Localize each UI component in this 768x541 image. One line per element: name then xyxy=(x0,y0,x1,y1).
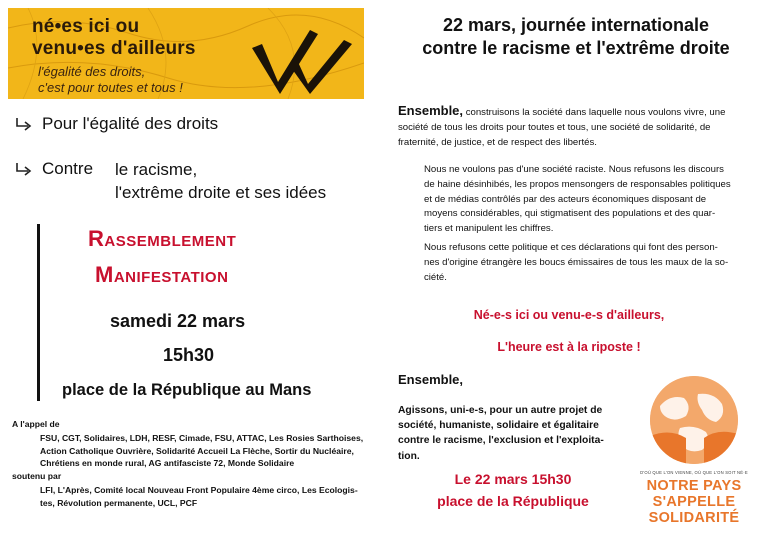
logo-tagline: D'OÙ QUE L'ON VIENNE, OÙ QUE L'ON SOIT NÉ·E xyxy=(640,470,748,475)
slogan-riposte: L'heure est à la riposte ! xyxy=(497,340,641,354)
agis-line: Agissons, uni-e-s, pour un autre projet de xyxy=(398,405,603,416)
paragraph-societe xyxy=(424,163,759,237)
main-title xyxy=(386,14,766,60)
soutenu-line: tes, Révolution permanente, UCL, PCF xyxy=(40,497,198,508)
banner-line-1: né•es ici ou xyxy=(32,16,140,37)
appel-line: Chrétiens en monde rural, AG antifasciste 72, Monde Solidaire xyxy=(40,458,295,468)
appel-title: A l'appel de xyxy=(12,419,60,429)
globe-hands-logo xyxy=(650,376,738,464)
p2-line: et de médias contrôlés par des acteurs économiques disposant de xyxy=(424,193,707,205)
agis-line: contre le racisme, l'exclusion et l'exploita- xyxy=(398,435,604,447)
rassemblement-heading: Rassemblement xyxy=(88,226,237,251)
paragraph-politique xyxy=(424,241,759,285)
vertical-divider xyxy=(37,224,40,401)
p3-line: ciété. xyxy=(424,271,447,283)
logo-line-3: SOLIDARITÉ xyxy=(648,510,740,526)
appel-list xyxy=(40,432,363,470)
main-title-line-2: contre le racisme et l'extrême droite xyxy=(422,38,730,58)
p2-line: de haine désinhibés, les propos mensongers de responsables politiques xyxy=(424,178,731,190)
paragraph-agissons xyxy=(398,403,638,464)
contre-line-1: le racisme, xyxy=(115,160,198,179)
p3-line: Nous refusons cette politique et ces déclarations qui font des person- xyxy=(424,242,718,253)
soutenu-list xyxy=(40,484,358,509)
double-checkmark-icon xyxy=(248,26,358,96)
p2-line: moyens considérables, qui stigmatisent des populations et des quar- xyxy=(424,208,716,220)
p2-line: Nous ne voulons pas d'une société raciste. Nous refusons les discours xyxy=(424,164,724,175)
soutenu-title: soutenu par xyxy=(12,471,62,481)
ensemble-second: Ensemble, xyxy=(398,372,464,387)
globe-hands-icon xyxy=(650,376,738,464)
arrow-bullet-icon xyxy=(14,161,42,179)
rdv-date: Le 22 mars 15h30 xyxy=(454,471,572,487)
banner-line-3: l'égalité des droits, xyxy=(38,64,146,79)
header-banner xyxy=(8,8,364,99)
logo-line-2: S'APPELLE xyxy=(652,494,736,510)
ensemble-lead: Ensemble, xyxy=(398,103,464,118)
contre-text xyxy=(115,158,326,204)
banner-line-4: c'est pour toutes et tous ! xyxy=(38,80,183,95)
event-time: 15h30 xyxy=(163,345,215,365)
arrow-bullet-icon xyxy=(14,116,42,134)
logo-line-1: NOTRE PAYS xyxy=(646,478,742,494)
event-place: place de la République au Mans xyxy=(62,381,312,399)
appel-line: Action Catholique Ouvrière, Solidarité Accueil La Flèche, Sortir du Nucléaire, xyxy=(40,445,354,456)
appel-line: FSU, CGT, Solidaires, LDH, RESF, Cimade, FSU, ATTAC, Les Rosies Sarthoises, xyxy=(40,433,364,443)
banner-line-2: venu•es d'ailleurs xyxy=(32,38,196,59)
p1-line-1: construisons la société dans laquelle nous voulons vivre, une xyxy=(463,107,726,118)
manifestation-heading: Manifestation xyxy=(95,262,229,287)
logo-title xyxy=(619,478,768,526)
bullet-contre xyxy=(14,159,93,179)
main-title-line-1: 22 mars, journée internationale xyxy=(442,15,710,35)
p2-line: tiers et manipulent les chiffres. xyxy=(424,223,554,235)
bullet-egalite-text: Pour l'égalité des droits xyxy=(42,114,219,133)
rdv-place: place de la République xyxy=(437,493,589,509)
agis-line: tion. xyxy=(398,450,420,462)
p1-line-2: société de tous les droits pour toutes et tous, une société de solidarité, de xyxy=(398,121,711,133)
p1-line-3: fraternité, de justice, et de respect des libertés. xyxy=(398,136,597,148)
paragraph-ensemble xyxy=(398,104,758,150)
slogan-nees: Né-e-s ici ou venu-e-s d'ailleurs, xyxy=(473,308,665,322)
contre-line-2: l'extrême droite et ses idées xyxy=(115,183,327,202)
event-date: samedi 22 mars xyxy=(110,311,246,331)
bullet-contre-word: Contre xyxy=(42,159,94,178)
soutenu-line: LFI, L'Après, Comité local Nouveau Front Populaire 4ème circo, Les Ecologis- xyxy=(40,485,358,495)
p3-line: nes d'origine étrangère les boucs émissaires de tous les maux de la so- xyxy=(424,256,729,268)
agis-line: société, humaniste, solidaire et égalitaire xyxy=(398,420,599,432)
bullet-egalite xyxy=(14,114,218,134)
